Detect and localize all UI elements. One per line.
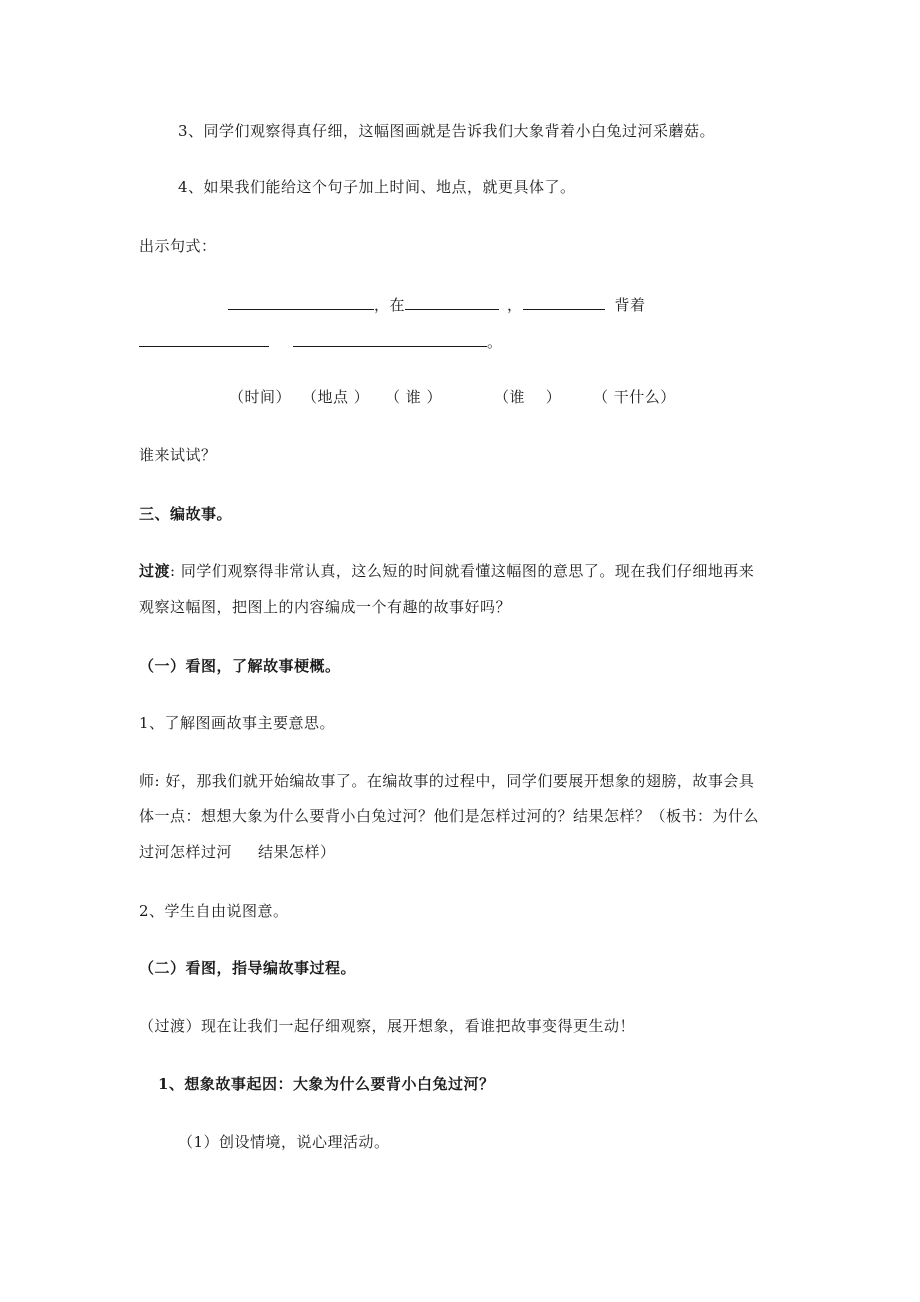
paragraph-4: 4、如果我们能给这个句子加上时间、地点，就更具体了。 [178,178,576,196]
blank-time[interactable] [228,295,374,310]
transition-label: 过渡 [139,562,171,580]
transition-line-2: 观察这幅图，把图上的内容编成一个有趣的故事好吗？ [139,598,512,616]
show-pattern-label: 出示句式： [139,237,217,255]
pattern-hint-who-2: （谁 ） [494,388,562,406]
item-c1: （1）创设情境，说心理活动。 [178,1133,390,1151]
blank-place[interactable] [405,295,499,310]
pattern-row-1 [228,295,646,315]
transition-text-1: : 同学们观察得非常认真，这么短的时间就看懂这幅图的意思了。现在我们仔细地再来 [170,562,755,580]
transition-line-1 [139,561,754,581]
teacher-line-3 [139,842,336,862]
section-3-heading: 三、编故事。 [139,505,233,523]
teacher-line-3b: 结果怎样） [258,843,336,861]
who-try: 谁来试试？ [139,446,217,464]
bold-item-1: 1、想象故事起因：大象为什么要背小白兔过河？ [158,1075,495,1093]
sub-heading-1: （一）看图，了解故事梗概。 [139,657,341,675]
pattern-end-mark: 。 [487,333,503,351]
transition-2: （过渡）现在让我们一起仔细观察，展开想象，看谁把故事变得更生动！ [139,1017,636,1035]
item-2: 2、学生自由说图意。 [139,902,289,920]
pattern-hint-action: （ 干什么） [593,388,676,406]
pattern-sep-2: ， [507,296,523,314]
item-1: 1、了解图画故事主要意思。 [139,714,336,732]
pattern-hint-who-1: （ 谁 ） [385,388,443,406]
paragraph-3: 3、同学们观察得真仔细，这幅图画就是告诉我们大象背着小白兔过河采蘑菇。 [178,122,716,140]
pattern-hint-place: （地点 ） [302,388,370,406]
blank-action[interactable] [293,332,487,347]
teacher-line-1: 师: 好，那我们就开始编故事了。在编故事的过程中，同学们要展开想象的翅膀，故事会具 [139,772,755,790]
pattern-hint-time: （时间） [229,388,292,406]
pattern-carry-word: 背着 [614,296,646,314]
sub-heading-2: （二）看图，指导编故事过程。 [139,959,357,977]
pattern-row-2 [139,332,503,352]
blank-who-2[interactable] [139,332,269,347]
pattern-sep-1: ，在 [374,296,406,314]
teacher-line-2: 体一点：想想大象为什么要背小白兔过河？他们是怎样过河的？结果怎样？（板书：为什么 [139,807,760,825]
blank-who-1[interactable] [523,295,605,310]
teacher-line-3a: 过河怎样过河 [139,843,233,861]
